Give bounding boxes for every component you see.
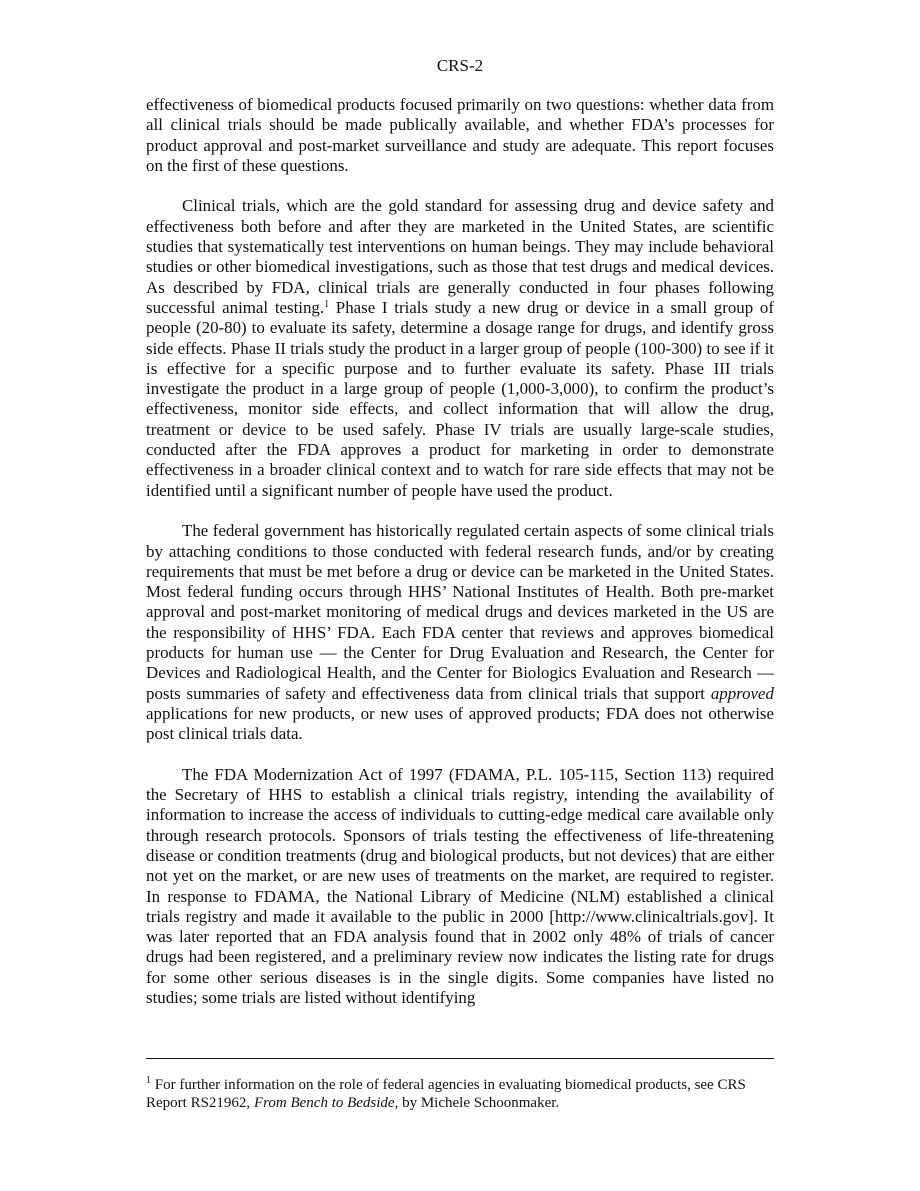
footnote-report-title: From Bench to Bedside	[253, 1095, 395, 1111]
page-number-header: CRS-2	[436, 56, 484, 75]
body-text	[146, 95, 774, 1029]
footnote-marker: 1	[146, 1075, 151, 1086]
footnote-1	[146, 1076, 774, 1112]
paragraph-3-emphasis: approved	[710, 683, 774, 703]
footnote-text-b: , by Michele Schoonmaker.	[394, 1095, 560, 1111]
paragraph-3-part-b: applications for new products, or new uses of approved products; FDA does not otherwise post clinical trials data.	[146, 703, 774, 744]
paragraph-4: The FDA Modernization Act of 1997 (FDAMA, P.L. 105-115, Section 113) required the Secretary of HHS to establish a clinical trials registry, intending the availability of information to increase the access of individuals to cutting-edge medical care available only through research protocols. Sponsors of trials testing the effectiveness of life-threatening disease or condition treatments (drug and biological products, but not devices) that are either not yet on the market, or are new uses of treatments on the market, are required to register. In response to FDAMA, the National Library of Medicine (NLM) established a clinical trials registry and made it available to the public in 2000 [http://www.clinicaltrials.gov]. It was later reported that an FDA analysis found that in 2002 only 48% of trials of cancer drugs had been registered, and a preliminary review now indicates the listing rate for drugs for some other serious diseases is in the single digits. Some companies have listed no studies; some trials are listed without identifying	[146, 764, 774, 1008]
paragraph-3	[146, 521, 774, 744]
footnote-text-a: For further information on the role of federal agencies in evaluating biomedical products, see CRS Report RS21962,	[146, 1077, 746, 1111]
paragraph-2	[146, 196, 774, 500]
paragraph-1: effectiveness of biomedical products focused primarily on two questions: whether data from all clinical trials should be made publically available, and whether FDA’s processes for product approval and post-market surveillance and study are adequate. This report focuses on the first of these questions.	[146, 95, 774, 175]
paragraph-3-part-a: The federal government has historically regulated certain aspects of some clinical trials by attaching conditions to those conducted with federal research funds, and/or by creating requirements that must be met before a drug or device can be marketed in the United States. Most federal funding occurs through HHS’ National Institutes of Health. Both pre-market approval and post-market monitoring of medical drugs and devices marketed in the US are the responsibility of HHS’ FDA. Each FDA center that reviews and approves biomedical products for human use — the Center for Drug Evaluation and Research, the Center for Devices and Radiological Health, and the Center for Biologics Evaluation and Research — posts summaries of safety and effectiveness data from clinical trials that support	[146, 521, 774, 703]
footnote-reference-1[interactable]: 1	[324, 298, 330, 310]
paragraph-2-part-b: Phase I trials study a new drug or device in a small group of people (20-80) to evaluate its safety, determine a dosage range for drugs, and identify gross side effects. Phase II trials study the product in a larger group of people (100-300) to see if it is effective for a specific purpose and to further evaluate its safety. Phase III trials investigate the product in a large group of people (1,000-3,000), to confirm the product’s effectiveness, monitor side effects, and collect information that will allow the drug, treatment or device to be used safely. Phase IV trials are usually large-scale studies, conducted after the FDA approves a product for marketing in order to demonstrate effectiveness in a broader clinical context and to watch for rare side effects that may not be identified until a significant number of people have used the product.	[146, 297, 774, 500]
footnote-divider	[146, 1058, 774, 1059]
paragraph-2-part-a: Clinical trials, which are the gold standard for assessing drug and device safety and effectiveness both before and after they are marketed in the United States, are scientific studies that systematically test interventions on human beings. They may include behavioral studies or other biomedical investigations, such as those that test drugs and medical devices. As described by FDA, clinical trials are generally conducted in four phases following successful animal testing.	[146, 196, 774, 317]
